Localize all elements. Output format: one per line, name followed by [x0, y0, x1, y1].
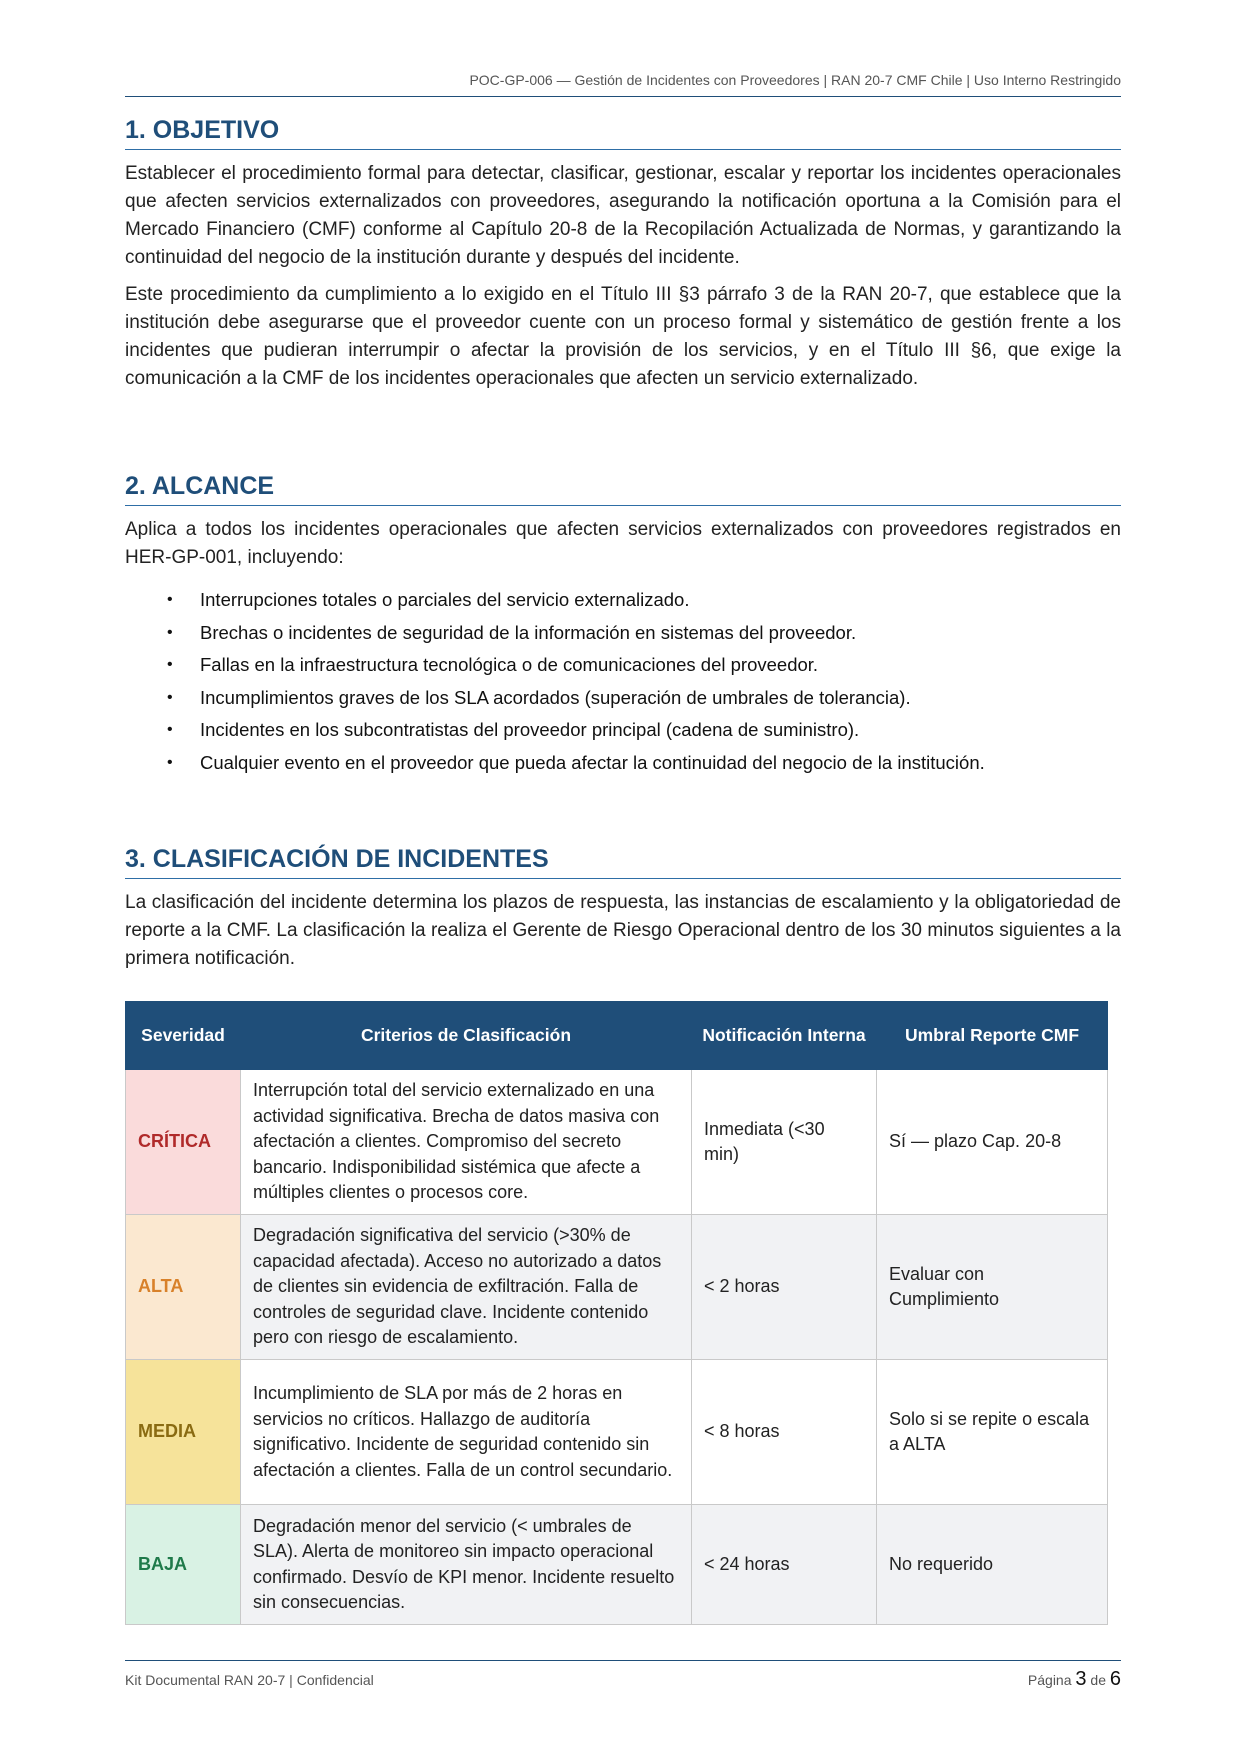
list-item-text: Brechas o incidentes de seguridad de la información en sistemas del proveedor. [200, 621, 857, 643]
bullet-icon: • [167, 753, 173, 771]
cmf-threshold-cell: No requerido [877, 1505, 1108, 1625]
notification-cell: < 24 horas [692, 1505, 877, 1625]
bullet-icon: • [167, 721, 173, 738]
list-item-text: Incidentes en los subcontratistas del proveedor principal (cadena de suministro). [200, 719, 860, 740]
column-header-criterios: Criterios de Clasificación [241, 1002, 692, 1070]
severity-cell: ALTA [126, 1215, 241, 1360]
list-item-text: Incumplimientos graves de los SLA acordados (superación de umbrales de tolerancia). [200, 686, 911, 708]
table-row [126, 1505, 1108, 1625]
cmf-threshold-cell: Solo si se repite o escala a ALTA [877, 1360, 1108, 1505]
list-item-text: Interrupciones totales o parciales del servicio externalizado. [200, 589, 690, 610]
list-item [125, 714, 1121, 747]
document-page [125, 0, 1121, 1754]
footer-divider [125, 1660, 1121, 1661]
notification-cell: < 8 horas [692, 1360, 877, 1505]
criteria-cell: Degradación menor del servicio (< umbrales de SLA). Alerta de monitoreo sin impacto operacional confirmado. Desvío de KPI menor. Incidente resuelto sin consecuencias. [241, 1505, 692, 1625]
severity-cell: MEDIA [126, 1360, 241, 1505]
list-item-text: Cualquier evento en el proveedor que pueda afectar la continuidad del negocio de la institución. [200, 751, 985, 773]
section-title: 3. CLASIFICACIÓN DE INCIDENTES [125, 845, 1121, 879]
page-number [1028, 1668, 1121, 1691]
list-item [125, 682, 1121, 715]
list-item-text: Fallas en la infraestructura tecnológica o de comunicaciones del proveedor. [200, 654, 819, 675]
paragraph: Aplica a todos los incidentes operacionales que afecten servicios externalizados con proveedores registrados en HER-GP-001, incluyendo: [125, 519, 1121, 568]
list-item [125, 584, 1121, 617]
section-clasificacion [125, 845, 1121, 973]
notification-cell: Inmediata (<30 min) [692, 1070, 877, 1215]
table-row [126, 1070, 1108, 1215]
cmf-threshold-cell: Sí — plazo Cap. 20-8 [877, 1070, 1108, 1215]
table-row [126, 1360, 1108, 1505]
footer-left: Kit Documental RAN 20-7 | Confidencial [125, 1672, 374, 1688]
cmf-threshold-cell: Evaluar con Cumplimiento [877, 1215, 1108, 1360]
page-of: de [1090, 1672, 1106, 1688]
header-divider [125, 96, 1121, 97]
scope-list [125, 584, 1121, 779]
severity-table [125, 1001, 1108, 1625]
paragraph: Este procedimiento da cumplimiento a lo exigido en el Título III §3 párrafo 3 de la RAN 20-7, que establece que la institución debe asegurarse que el proveedor cuente con un proceso formal y sistemático de gestión frente a los incidentes que pudieran interrumpir o afectar la provisión de los servicios, y en el Título III §6, que exige la comunicación a la CMF de los incidentes operacionales que afecten un servicio externalizado. [125, 284, 1121, 389]
table-header-row [126, 1002, 1108, 1070]
bullet-icon: • [167, 656, 173, 673]
page-current: 3 [1075, 1668, 1087, 1690]
list-item [125, 649, 1121, 682]
table-row [126, 1215, 1108, 1360]
paragraph: Establecer el procedimiento formal para detectar, clasificar, gestionar, escalar y reportar los incidentes operacionales que afecten servicios externalizados con proveedores, asegurando la notificación oportuna a la Comisión para el Mercado Financiero (CMF) conforme al Capítulo 20-8 de la Recopilación Actualizada de Normas, y garantizando la continuidad del negocio de la institución durante y después del incidente. [125, 163, 1121, 268]
notification-cell: < 2 horas [692, 1215, 877, 1360]
section-objetivo [125, 116, 1121, 393]
list-item [125, 747, 1121, 780]
page-label: Página [1027, 1672, 1072, 1688]
bullet-icon: • [167, 591, 173, 608]
paragraph: La clasificación del incidente determina los plazos de respuesta, las instancias de escalamiento y la obligatoriedad de reporte a la CMF. La clasificación la realiza el Gerente de Riesgo Operacional dentro de los 30 minutos siguientes a la primera notificación. [125, 892, 1121, 969]
page-total: 6 [1109, 1668, 1121, 1690]
criteria-cell: Interrupción total del servicio externalizado en una actividad significativa. Brecha de datos masiva con afectación a clientes. Compromiso del secreto bancario. Indisponibilidad sistémica que afecte a múltiples clientes o procesos core. [241, 1070, 692, 1215]
list-item [125, 617, 1121, 650]
severity-cell: CRÍTICA [126, 1070, 241, 1215]
section-title: 1. OBJETIVO [125, 116, 1121, 150]
column-header-severidad: Severidad [126, 1002, 241, 1070]
criteria-cell: Incumplimiento de SLA por más de 2 horas en servicios no críticos. Hallazgo de auditoría significativo. Incidente de seguridad contenido sin afectación a clientes. Falla de un control secundario. [241, 1360, 692, 1505]
bullet-icon: • [167, 688, 173, 706]
severity-cell: BAJA [126, 1505, 241, 1625]
column-header-notificacion: Notificación Interna [692, 1002, 877, 1070]
bullet-icon: • [167, 623, 173, 641]
section-alcance [125, 472, 1121, 779]
column-header-umbral-cmf: Umbral Reporte CMF [877, 1002, 1108, 1070]
page-header: POC-GP-006 — Gestión de Incidentes con Proveedores | RAN 20-7 CMF Chile | Uso Interno Restringido [469, 72, 1121, 88]
section-title: 2. ALCANCE [125, 472, 1121, 506]
criteria-cell: Degradación significativa del servicio (>30% de capacidad afectada). Acceso no autorizado a datos de clientes sin evidencia de exfiltración. Falla de controles de seguridad clave. Incidente contenido pero con riesgo de escalamiento. [241, 1215, 692, 1360]
